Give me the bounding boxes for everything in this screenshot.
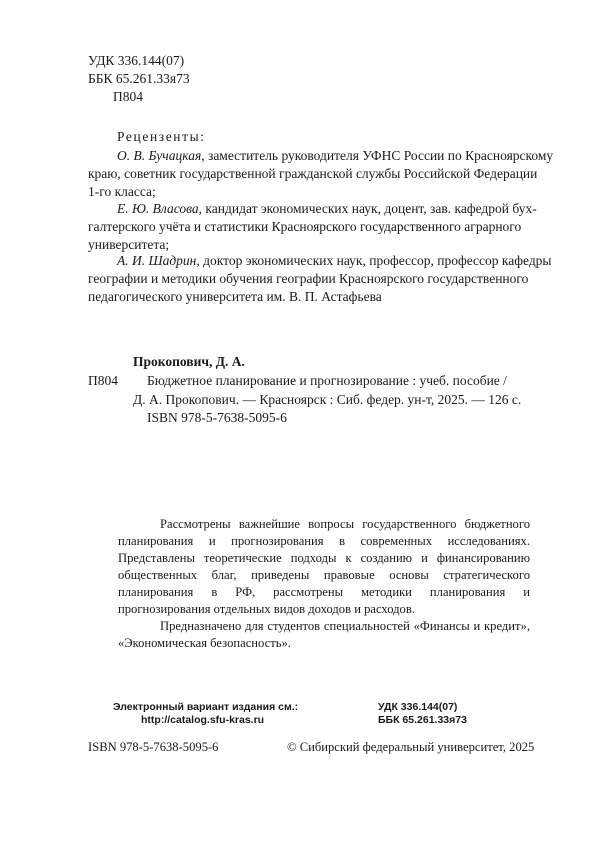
annotation-paragraph-1: Рассмотрены важнейшие вопросы государственного бюджетного планирования и прогнозирования в современных исследованиях. Представлены теоретические подходы к созданию и финансированию общественных благ, приведены правовые основы стратегического планирования в РФ, рассмотрены методики планирования и прогнозирования отдельных видов доходов и расходов. — [118, 517, 530, 616]
reviewer-3-name: А. И. Шадрин — [117, 253, 197, 268]
bbk-code: ББК 65.261.33я73 — [88, 71, 190, 86]
bibliographic-record — [133, 372, 521, 428]
classification-block — [88, 52, 190, 106]
record-code: П804 — [88, 373, 118, 388]
copyright: © Сибирский федеральный университет, 2025 — [287, 740, 535, 754]
udk-code: УДК 336.144(07) — [88, 53, 185, 68]
reviewer-3-line-1: , доктор экономических наук, профессор, профессор кафедры — [196, 253, 552, 268]
record-author: Прокопович, Д. А. — [133, 354, 245, 369]
reviewer-2-line-3: университета; — [88, 237, 170, 252]
annotation — [118, 516, 530, 652]
reviewer-1-line-3: 1-го класса; — [88, 184, 156, 199]
reviewer-1 — [88, 147, 554, 201]
reviewer-2-line-1: , кандидат экономических наук, доцент, зав. кафедрой бух- — [198, 201, 537, 216]
footer-isbn: ISBN 978-5-7638-5095-6 — [88, 740, 219, 754]
reviewer-1-line-1: , заместитель руководителя УФНС России по Красноярскому — [201, 148, 554, 163]
record-line-1: Бюджетное планирование и прогнозирование : учеб. пособие / — [147, 373, 507, 388]
reviewer-2 — [88, 200, 537, 254]
reviewer-2-line-2: галтерского учёта и статистики Красноярского государственного аграрного — [88, 219, 522, 234]
footer-classification — [378, 701, 467, 727]
reviewer-1-line-2: краю, советник государственной гражданской службы Российской Федерации — [88, 166, 538, 181]
reviewer-3 — [88, 252, 552, 306]
reviewer-2-name: Е. Ю. Власова — [117, 201, 199, 216]
electronic-version — [113, 701, 298, 727]
reviewer-3-line-2: географии и методики обучения географии Красноярского государственного — [88, 271, 529, 286]
reviewer-3-line-3: педагогического университета им. В. П. Астафьева — [88, 289, 382, 304]
annotation-paragraph-2: Предназначено для студентов специальностей «Финансы и кредит», «Экономическая безопасность». — [118, 619, 530, 650]
reviewers-title: Рецензенты: — [117, 129, 206, 144]
catalog-link[interactable]: http://catalog.sfu-kras.ru — [141, 714, 265, 726]
record-isbn: ISBN 978-5-7638-5095-6 — [147, 410, 287, 425]
footer-udk: УДК 336.144(07) — [378, 701, 458, 713]
author-sign: П804 — [113, 89, 143, 104]
reviewer-1-name: О. В. Бучацкая — [117, 148, 202, 163]
footer-bbk: ББК 65.261.33я73 — [378, 714, 467, 726]
record-line-2: Д. А. Прокопович. — Красноярск : Сиб. федер. ун-т, 2025. — 126 с. — [133, 391, 522, 407]
electronic-label: Электронный вариант издания см.: — [113, 701, 299, 713]
